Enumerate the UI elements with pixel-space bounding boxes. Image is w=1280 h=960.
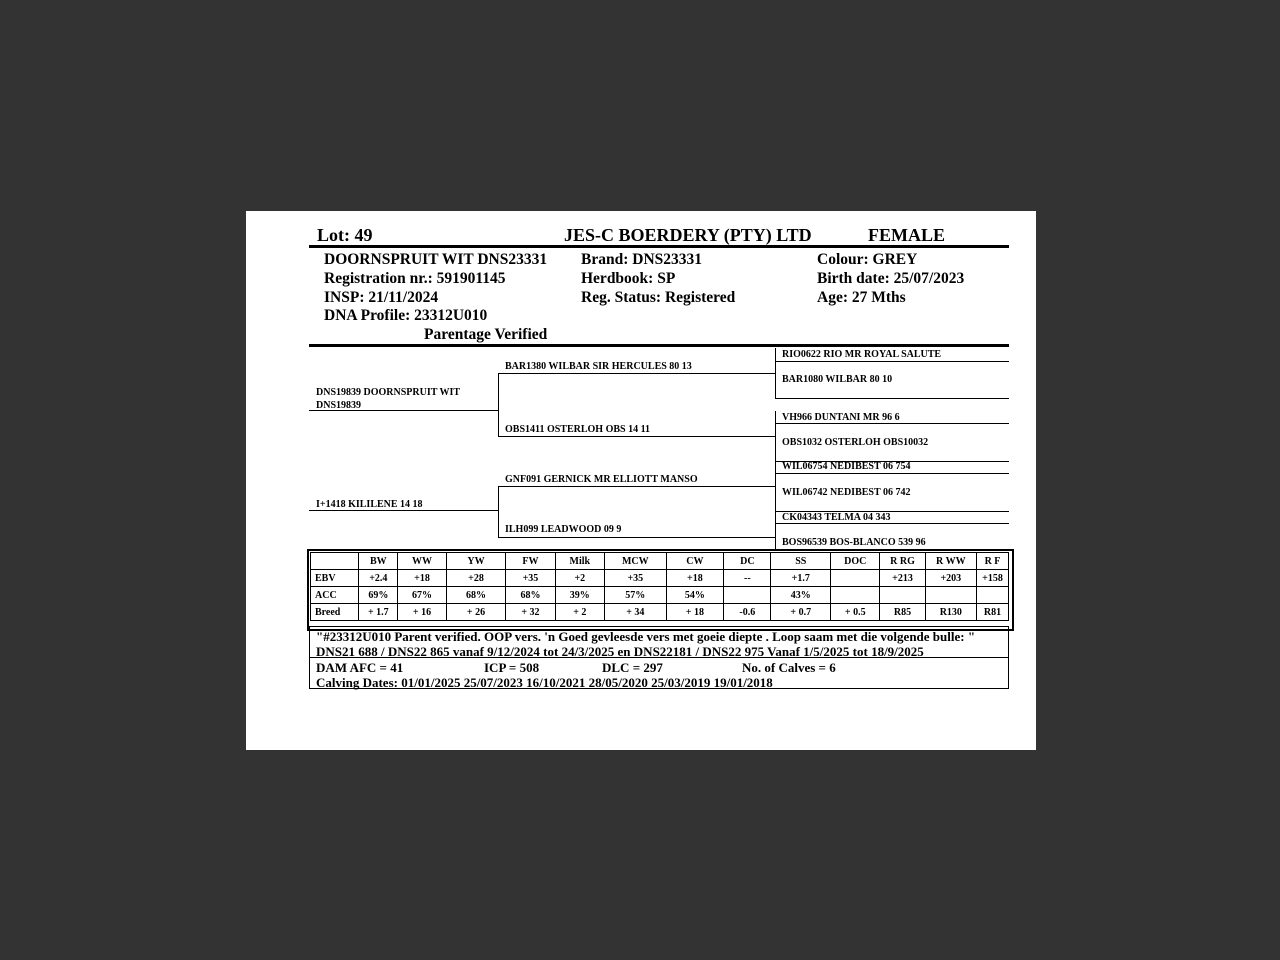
- pedigree-ddd: BOS96539 BOS-BLANCO 539 96: [782, 537, 926, 548]
- pedigree-sss: RIO0622 RIO MR ROYAL SALUTE: [782, 349, 942, 360]
- table-cell: R81: [977, 604, 1009, 621]
- pedigree-sdd: OBS1032 OSTERLOH OBS10032: [782, 437, 929, 448]
- ebv-table: [310, 552, 1009, 621]
- table-cell: + 26: [446, 604, 506, 621]
- table-cell: +1.7: [771, 570, 831, 587]
- table-cell: 39%: [555, 587, 604, 604]
- pedigree-sds: VH966 DUNTANI MR 96 6: [782, 412, 900, 423]
- ebv-header-cell: YW: [446, 553, 506, 570]
- ebv-row: [311, 570, 1009, 587]
- ebv-header-cell: DC: [724, 553, 771, 570]
- pedigree-dsd: WIL06742 NEDIBEST 06 742: [782, 487, 911, 498]
- herdbook: Herdbook: SP: [581, 270, 676, 287]
- calving-dates: Calving Dates: 01/01/2025 25/07/2023 16/10/2021 28/05/2020 25/03/2019 19/01/2018: [316, 675, 773, 690]
- table-cell: + 2: [555, 604, 604, 621]
- table-cell: 54%: [666, 587, 724, 604]
- table-cell: 68%: [446, 587, 506, 604]
- table-cell: R85: [880, 604, 925, 621]
- sex-label: FEMALE: [868, 225, 946, 245]
- comment-line-2: DNS21 688 / DNS22 865 vanaf 9/12/2024 tot 24/3/2025 en DNS22181 / DNS22 975 Vanaf 1/5/2025 tot 18/9/2025: [316, 644, 924, 659]
- table-cell: +18: [666, 570, 724, 587]
- parentage-status: Parentage Verified: [424, 326, 548, 343]
- table-cell: +2.4: [359, 570, 398, 587]
- dam-afc: DAM AFC = 41: [316, 660, 404, 675]
- table-cell: + 18: [666, 604, 724, 621]
- table-cell: [831, 587, 880, 604]
- age: Age: 27 Mths: [817, 289, 906, 306]
- table-cell: 57%: [604, 587, 666, 604]
- comments-box: [309, 626, 1009, 658]
- table-cell: 67%: [398, 587, 446, 604]
- row-label: Breed: [311, 604, 359, 621]
- table-cell: +213: [880, 570, 925, 587]
- pedigree-sire: DNS19839 DOORNSPRUIT WIT DNS19839: [316, 387, 461, 411]
- ebv-header-cell: R WW: [925, 553, 976, 570]
- table-cell: -0.6: [724, 604, 771, 621]
- table-cell: [925, 587, 976, 604]
- animal-name: DOORNSPRUIT WIT DNS23331: [324, 251, 548, 268]
- number-of-calves: No. of Calves = 6: [742, 660, 836, 675]
- table-cell: +18: [398, 570, 446, 587]
- dam-stats-box: [309, 657, 1009, 689]
- ebv-header-row: [311, 553, 1009, 570]
- comment-line-1: "#23312U010 Parent verified. OOP vers. 'n Goed gevleesde vers met goeie diepte . Loop saam met die volgende bulle: ": [316, 629, 976, 644]
- table-cell: [880, 587, 925, 604]
- ebv-header-cell: SS: [771, 553, 831, 570]
- inspection-date: INSP: 21/11/2024: [324, 289, 439, 306]
- pedigree-ssd: BAR1080 WILBAR 80 10: [782, 374, 893, 385]
- table-cell: + 0.5: [831, 604, 880, 621]
- row-label: ACC: [311, 587, 359, 604]
- table-cell: +35: [506, 570, 555, 587]
- table-cell: +35: [604, 570, 666, 587]
- table-cell: + 32: [506, 604, 555, 621]
- row-label: EBV: [311, 570, 359, 587]
- owner-name: JES-C BOERDERY (PTY) LTD: [564, 225, 812, 245]
- pedigree-dam: I+1418 KILILENE 14 18: [316, 499, 423, 510]
- ebv-header-cell: BW: [359, 553, 398, 570]
- acc-row: [311, 587, 1009, 604]
- info-rule: [309, 344, 1009, 347]
- table-cell: +158: [977, 570, 1009, 587]
- ebv-header-cell: Milk: [555, 553, 604, 570]
- dlc: DLC = 297: [602, 660, 663, 675]
- pedigree-dss: WIL06754 NEDIBEST 06 754: [782, 461, 911, 472]
- table-cell: + 0.7: [771, 604, 831, 621]
- ebv-header-cell: DOC: [831, 553, 880, 570]
- header-rule: [309, 245, 1009, 248]
- ebv-header-cell: FW: [506, 553, 555, 570]
- table-cell: +28: [446, 570, 506, 587]
- pedigree-sire-sire: BAR1380 WILBAR SIR HERCULES 80 13: [505, 361, 692, 372]
- pedigree-sire-dam: OBS1411 OSTERLOH OBS 14 11: [505, 424, 651, 435]
- table-cell: +2: [555, 570, 604, 587]
- lot-number: Lot: 49: [317, 225, 373, 245]
- colour: Colour: GREY: [817, 251, 918, 268]
- dna-profile: DNA Profile: 23312U010: [324, 307, 488, 324]
- table-cell: [977, 587, 1009, 604]
- birth-date: Birth date: 25/07/2023: [817, 270, 965, 287]
- lot-card: [246, 211, 1036, 750]
- registration-status: Reg. Status: Registered: [581, 289, 736, 306]
- registration-number: Registration nr.: 591901145: [324, 270, 506, 287]
- icp: ICP = 508: [484, 660, 540, 675]
- ebv-table-frame: [307, 549, 1014, 631]
- ebv-header-cell: WW: [398, 553, 446, 570]
- table-cell: [724, 587, 771, 604]
- table-cell: + 16: [398, 604, 446, 621]
- pedigree-dds: CK04343 TELMA 04 343: [782, 512, 891, 523]
- pedigree-dam-dam: ILH099 LEADWOOD 09 9: [505, 524, 622, 535]
- ebv-header-cell: R RG: [880, 553, 925, 570]
- ebv-header-cell: MCW: [604, 553, 666, 570]
- breed-row: [311, 604, 1009, 621]
- table-cell: + 34: [604, 604, 666, 621]
- pedigree-dam-sire: GNF091 GERNICK MR ELLIOTT MANSO: [505, 474, 698, 485]
- ebv-header-cell: R F: [977, 553, 1009, 570]
- brand: Brand: DNS23331: [581, 251, 703, 268]
- table-cell: R130: [925, 604, 976, 621]
- table-cell: --: [724, 570, 771, 587]
- ebv-header-cell: [311, 553, 359, 570]
- table-cell: + 1.7: [359, 604, 398, 621]
- table-cell: +203: [925, 570, 976, 587]
- table-cell: 69%: [359, 587, 398, 604]
- table-cell: [831, 570, 880, 587]
- table-cell: 43%: [771, 587, 831, 604]
- table-cell: 68%: [506, 587, 555, 604]
- ebv-header-cell: CW: [666, 553, 724, 570]
